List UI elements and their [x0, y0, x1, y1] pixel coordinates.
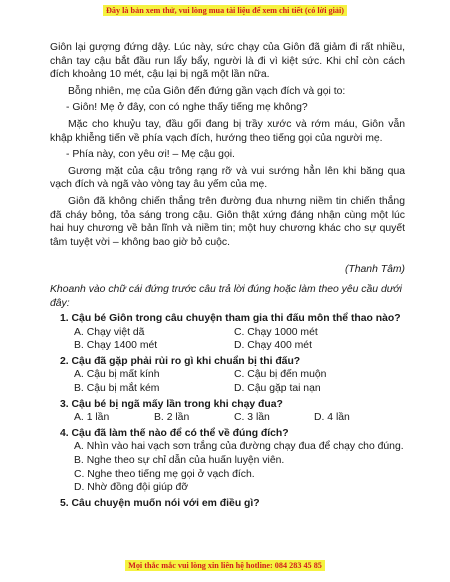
story-paragraph: Gương mặt của cậu trông rạng rỡ và vui sướng hẳn lên khi băng qua vạch đích và ngã vào vòng tay âu yếm của mẹ.	[50, 165, 405, 191]
question-3: 3. Cậu bé bị ngã mấy lần trong khi chạy đua?	[60, 398, 283, 410]
dialogue-line: - Phía này, con yêu ơi! – Mẹ cậu gọi.	[66, 149, 235, 161]
story-paragraph: Giôn đã không chiến thắng trên đường đua nhưng niềm tin chiến thắng đã cháy bỏng, tỏa sáng trong cậu. Giôn thật xứng đáng nhận cùng một lúc hai huy chương về bản lĩnh và niềm tin; một huy chương khác cho sự quyết tâm tuyệt vời – không bao giờ bỏ cuộc.	[50, 195, 405, 248]
answer-option[interactable]: C. Cậu bị đến muộn	[234, 369, 327, 381]
question-2-options	[74, 368, 405, 395]
answer-option[interactable]: A. Nhìn vào hai vạch sơn trắng của đường chạy đua để chạy cho đúng.	[74, 441, 404, 453]
answer-option[interactable]: D. Cậu gặp tai nạn	[234, 383, 321, 395]
answer-option[interactable]: B. Chạy 1400 mét	[74, 340, 158, 352]
preview-banner	[0, 6, 450, 15]
answer-option[interactable]: B. Nghe theo sự chỉ dẫn của huấn luyện viên.	[74, 455, 285, 467]
question-1-options	[74, 326, 405, 353]
story-author: (Thanh Tâm)	[344, 264, 405, 276]
question-5: 5. Câu chuyện muốn nói với em điều gì?	[60, 497, 260, 509]
preview-banner-text: Đây là bản xem thử, vui lòng mua tài liệu để xem chi tiết (có lời giải)	[103, 5, 347, 16]
answer-option[interactable]: C. 3 lần	[234, 412, 270, 424]
instruction: Khoanh vào chữ cái đứng trước câu trả lời đúng hoặc làm theo yêu cầu dưới đây:	[50, 283, 402, 309]
dialogue-line: - Giôn! Mẹ ở đây, con có nghe thấy tiếng mẹ không?	[66, 102, 308, 114]
question-2: 2. Cậu đã gặp phải rủi ro gì khi chuẩn bị thi đấu?	[60, 355, 301, 367]
answer-option[interactable]: D. Nhờ đồng đội giúp đỡ	[74, 482, 189, 494]
story-paragraph: Mặc cho khuỷu tay, đầu gối đang bị trầy xước và rớm máu, Giôn vẫn khập khiễng tiến về phía vạch đích, hướng theo tiếng gọi của người mẹ.	[50, 118, 405, 144]
question-1: 1. Cậu bé Giôn trong câu chuyện tham gia thi đấu môn thể thao nào?	[60, 313, 401, 325]
answer-option[interactable]: A. 1 lần	[74, 412, 110, 424]
question-3-options	[74, 411, 405, 425]
hotline-banner	[0, 561, 450, 570]
answer-option[interactable]: C. Nghe theo tiếng mẹ gọi ở vạch đích.	[74, 468, 255, 480]
answer-option[interactable]: A. Chạy việt dã	[74, 326, 145, 338]
answer-option[interactable]: D. Chạy 400 mét	[234, 340, 312, 352]
hotline-banner-text: Mọi thắc mắc vui lòng xin liên hệ hotline: 084 283 45 85	[125, 560, 325, 571]
question-4: 4. Cậu đã làm thế nào để có thể về đúng đích?	[60, 427, 289, 439]
answer-option[interactable]: B. 2 lần	[154, 412, 190, 424]
question-4-options	[74, 440, 405, 494]
answer-option[interactable]: C. Chạy 1000 mét	[234, 326, 318, 338]
story-paragraph: Giôn lại gượng đứng dậy. Lúc này, sức chạy của Giôn đã giảm đi rất nhiều, chân tay cậu bắt đầu run lẩy bẩy, người là đi vì kiệt sức. Khi chỉ còn cách đích khoảng 10 mét, cậu lại bị ngã một lần nữa.	[50, 42, 405, 81]
document-content	[50, 41, 405, 510]
answer-option[interactable]: A. Cậu bị mất kính	[74, 369, 160, 381]
answer-option[interactable]: B. Cậu bị mắt kém	[74, 383, 160, 395]
answer-option[interactable]: D. 4 lần	[314, 412, 350, 424]
story-paragraph: Bỗng nhiên, mẹ của Giôn đến đứng gần vạch đích và gọi to:	[68, 85, 346, 97]
